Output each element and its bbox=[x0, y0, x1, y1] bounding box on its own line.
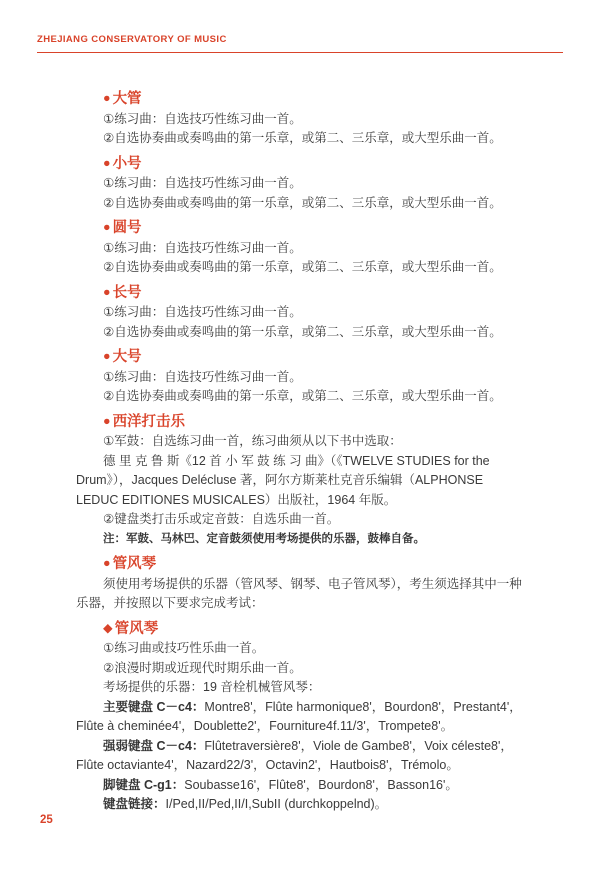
requirement-item: ①练习曲或技巧性乐曲一首。 bbox=[103, 641, 265, 655]
section-title: 大管 bbox=[112, 91, 142, 107]
section-trombone bbox=[76, 282, 546, 343]
page-header bbox=[37, 34, 563, 53]
section-trumpet bbox=[76, 153, 546, 214]
percussion-note: 注：军鼓、马林巴、定音鼓须使用考场提供的乐器，鼓棒自备。 bbox=[103, 532, 425, 545]
requirement-item: ①练习曲：自选技巧性练习曲一首。 bbox=[103, 176, 302, 190]
section-title: 长号 bbox=[112, 284, 142, 301]
requirement-item: ②自选协奏曲或奏鸣曲的第一乐章，或第二、三乐章，或大型乐曲一首。 bbox=[103, 389, 502, 403]
section-tuba bbox=[76, 346, 546, 407]
organ-swell-manual-label: 强弱键盘 C－c4： bbox=[103, 738, 205, 753]
provided-instrument-line: 考场提供的乐器：19 音栓机械管风琴： bbox=[103, 680, 321, 694]
section-heading-french-horn bbox=[76, 217, 546, 239]
requirement-item: ①练习曲：自选技巧性练习曲一首。 bbox=[103, 369, 302, 384]
organ-swell-manual-stops: Flûtetraversière8'，Viole de Gambe8'，Voix céleste8'， bbox=[204, 738, 513, 753]
organ-main-manual-line2: Flûte à cheminée4'，Doublette2'，Fourniture4f.11/3'，Trompete8'。 bbox=[76, 719, 454, 733]
requirement-item: ②自选协奏曲或奏鸣曲的第一乐章，或第二、三乐章，或大型乐曲一首。 bbox=[103, 195, 502, 210]
circle-bullet-icon: ● bbox=[103, 349, 111, 363]
requirement-item: ①练习曲：自选技巧性练习曲一首。 bbox=[103, 240, 302, 255]
subsection-title: 管风琴 bbox=[114, 620, 159, 637]
circle-bullet-icon: ● bbox=[103, 155, 111, 170]
circle-bullet-icon: ● bbox=[103, 556, 111, 570]
book-reference-line: 德 里 克 鲁 斯《12 首 小 军 鼓 练 习 曲》（《TWELVE STUDIES for the bbox=[103, 453, 490, 468]
circle-bullet-icon: ● bbox=[103, 284, 111, 299]
organ-intro-line: 须使用考场提供的乐器（管风琴、钢琴、电子管风琴），考生须选择其中一种 bbox=[103, 576, 522, 591]
section-heading-tuba bbox=[76, 346, 546, 368]
organ-intro-line: 乐器，并按照以下要求完成考试： bbox=[76, 596, 264, 610]
section-title: 管风琴 bbox=[112, 556, 157, 572]
section-heading-bassoon bbox=[76, 88, 546, 110]
page-number: 25 bbox=[40, 814, 53, 826]
section-french-horn bbox=[76, 217, 546, 278]
section-organ bbox=[76, 553, 546, 815]
organ-coupler-line bbox=[76, 795, 546, 815]
section-title: 小号 bbox=[112, 155, 142, 172]
organ-swell-manual-line2: Flûte octaviante4'，Nazard22/3'，Octavin2'，Hautbois8'，Trémolo。 bbox=[76, 758, 459, 772]
section-bassoon bbox=[76, 88, 546, 149]
requirement-item: ②自选协奏曲或奏鸣曲的第一乐章，或第二、三乐章，或大型乐曲一首。 bbox=[103, 324, 502, 339]
diamond-bullet-icon: ◆ bbox=[103, 620, 113, 635]
organ-pedal-label: 脚键盘 C-g1： bbox=[103, 777, 185, 792]
section-heading-trumpet bbox=[76, 153, 546, 175]
subsection-organ bbox=[76, 618, 546, 815]
requirement-item: ②浪漫时期或近现代时期乐曲一首。 bbox=[103, 660, 302, 675]
section-western-percussion bbox=[76, 411, 546, 550]
subsection-heading-organ bbox=[76, 618, 546, 640]
section-heading-percussion bbox=[76, 411, 546, 433]
requirement-item: ①军鼓：自选练习曲一首，练习曲须从以下书中选取： bbox=[103, 434, 402, 448]
organ-main-manual-line1 bbox=[76, 698, 546, 718]
organ-main-manual-stops: Montre8'，Flûte harmonique8'，Bourdon8'，Prestant4'， bbox=[204, 699, 522, 714]
organ-coupler-label: 键盘链接： bbox=[103, 797, 166, 811]
circle-bullet-icon: ● bbox=[103, 220, 111, 234]
conservatory-name: ZHEJIANG CONSERVATORY OF MUSIC bbox=[37, 34, 227, 45]
requirement-item: ①练习曲：自选技巧性练习曲一首。 bbox=[103, 111, 302, 126]
requirement-item: ②自选协奏曲或奏鸣曲的第一乐章，或第二、三乐章，或大型乐曲一首。 bbox=[103, 260, 502, 274]
circle-bullet-icon: ● bbox=[103, 91, 111, 105]
section-heading-trombone bbox=[76, 282, 546, 304]
organ-coupler-values: I/Ped,II/Ped,II/I,SubII (durchkoppelnd)。 bbox=[165, 797, 388, 811]
requirement-item: ①练习曲：自选技巧性练习曲一首。 bbox=[103, 305, 302, 319]
circle-bullet-icon: ● bbox=[103, 413, 111, 428]
organ-main-manual-label: 主要键盘 C－c4： bbox=[103, 699, 205, 714]
section-title: 西洋打击乐 bbox=[112, 413, 186, 430]
page-body bbox=[76, 84, 546, 815]
requirement-item: ②键盘类打击乐或定音鼓：自选乐曲一首。 bbox=[103, 512, 340, 526]
organ-pedal-line bbox=[76, 776, 546, 796]
organ-swell-manual-line1 bbox=[76, 737, 546, 757]
section-title: 大号 bbox=[112, 349, 142, 365]
organ-pedal-stops: Soubasse16'，Flûte8'，Bourdon8'，Basson16'。 bbox=[184, 777, 458, 792]
header-divider bbox=[37, 52, 563, 53]
book-reference-line: LEDUC EDITIONES MUSICALES）出版社，1964 年版。 bbox=[76, 492, 397, 507]
section-heading-organ bbox=[76, 553, 546, 575]
book-reference-line: Drum》），Jacques Delécluse 著，阿尔方斯莱杜克音乐编辑（ALPHONSE bbox=[76, 473, 484, 487]
requirement-item: ②自选协奏曲或奏鸣曲的第一乐章，或第二、三乐章，或大型乐曲一首。 bbox=[103, 131, 502, 145]
section-title: 圆号 bbox=[112, 220, 142, 236]
